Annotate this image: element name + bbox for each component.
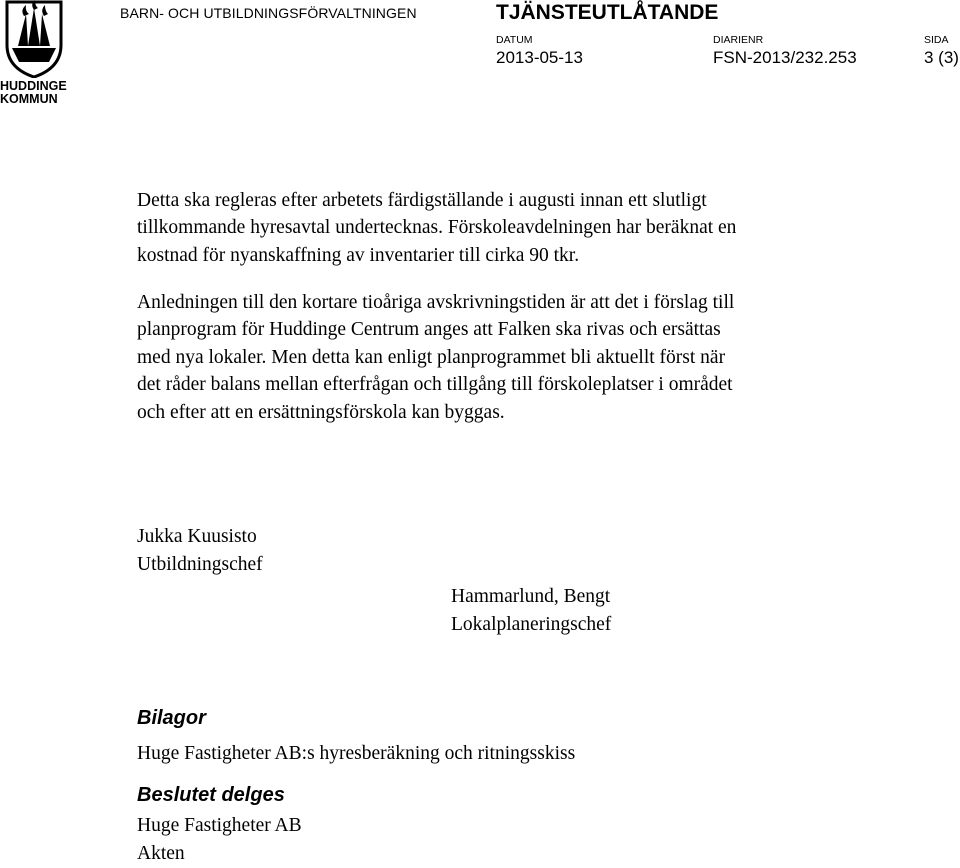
paragraph-line: Anledningen till den kortare tioåriga avskrivningstiden är att det i förslag till xyxy=(137,292,735,313)
coat-of-arms-icon xyxy=(4,0,64,78)
paragraph-line: kostnad för nyanskaffning av inventarier till cirka 90 tkr. xyxy=(137,244,580,266)
logo-line-1: HUDDINGE xyxy=(0,79,67,93)
signatory-title: Utbildningschef xyxy=(137,554,263,575)
document-type: TJÄNSTEUTLÅTANDE xyxy=(496,1,719,24)
distribution-list xyxy=(137,812,302,868)
paragraph-2 xyxy=(137,289,937,426)
signatory-name: Hammarlund, Bengt xyxy=(451,586,611,607)
paragraph-line: planprogram för Huddinge Centrum anges att Falken ska rivas och ersättas xyxy=(137,319,721,341)
date-label: DATUM xyxy=(496,34,533,46)
huddinge-logo xyxy=(0,0,70,108)
distribution-item: Akten xyxy=(137,843,185,864)
signatory-title: Lokalplaneringschef xyxy=(451,614,612,635)
paragraph-line: det råder balans mellan efterfrågan och tillgång till förskoleplatser i området xyxy=(137,374,733,396)
signature-block-2 xyxy=(451,583,611,639)
logo-text xyxy=(0,80,70,106)
attachments-list xyxy=(137,740,575,768)
attachments-heading: Bilagor xyxy=(137,707,206,729)
date-value: 2013-05-13 xyxy=(496,48,583,67)
attachment-item: Huge Fastigheter AB:s hyresberäkning och ritningsskiss xyxy=(137,743,576,764)
page-label: SIDA xyxy=(924,34,949,46)
paragraph-line: Detta ska regleras efter arbetets färdigställande i augusti innan ett slutligt xyxy=(137,190,707,211)
signature-block-1 xyxy=(137,523,263,579)
logo-line-2: KOMMUN xyxy=(0,92,58,106)
distribution-heading: Beslutet delges xyxy=(137,784,285,806)
diary-number-value: FSN-2013/232.253 xyxy=(713,48,857,67)
paragraph-line: med nya lokaler. Men detta kan enligt planprogrammet bli aktuellt först när xyxy=(137,346,726,368)
page-number: 3 (3) xyxy=(924,48,959,67)
paragraph-line: och efter att en ersättningsförskola kan byggas. xyxy=(137,401,505,423)
paragraph-1 xyxy=(137,187,937,269)
department-name: BARN- OCH UTBILDNINGSFÖRVALTNINGEN xyxy=(120,5,417,21)
signatory-name: Jukka Kuusisto xyxy=(137,526,257,547)
diary-number-label: DIARIENR xyxy=(713,34,764,46)
distribution-item: Huge Fastigheter AB xyxy=(137,815,302,836)
paragraph-line: tillkommande hyresavtal undertecknas. Förskoleavdelningen har beräknat en xyxy=(137,217,737,239)
